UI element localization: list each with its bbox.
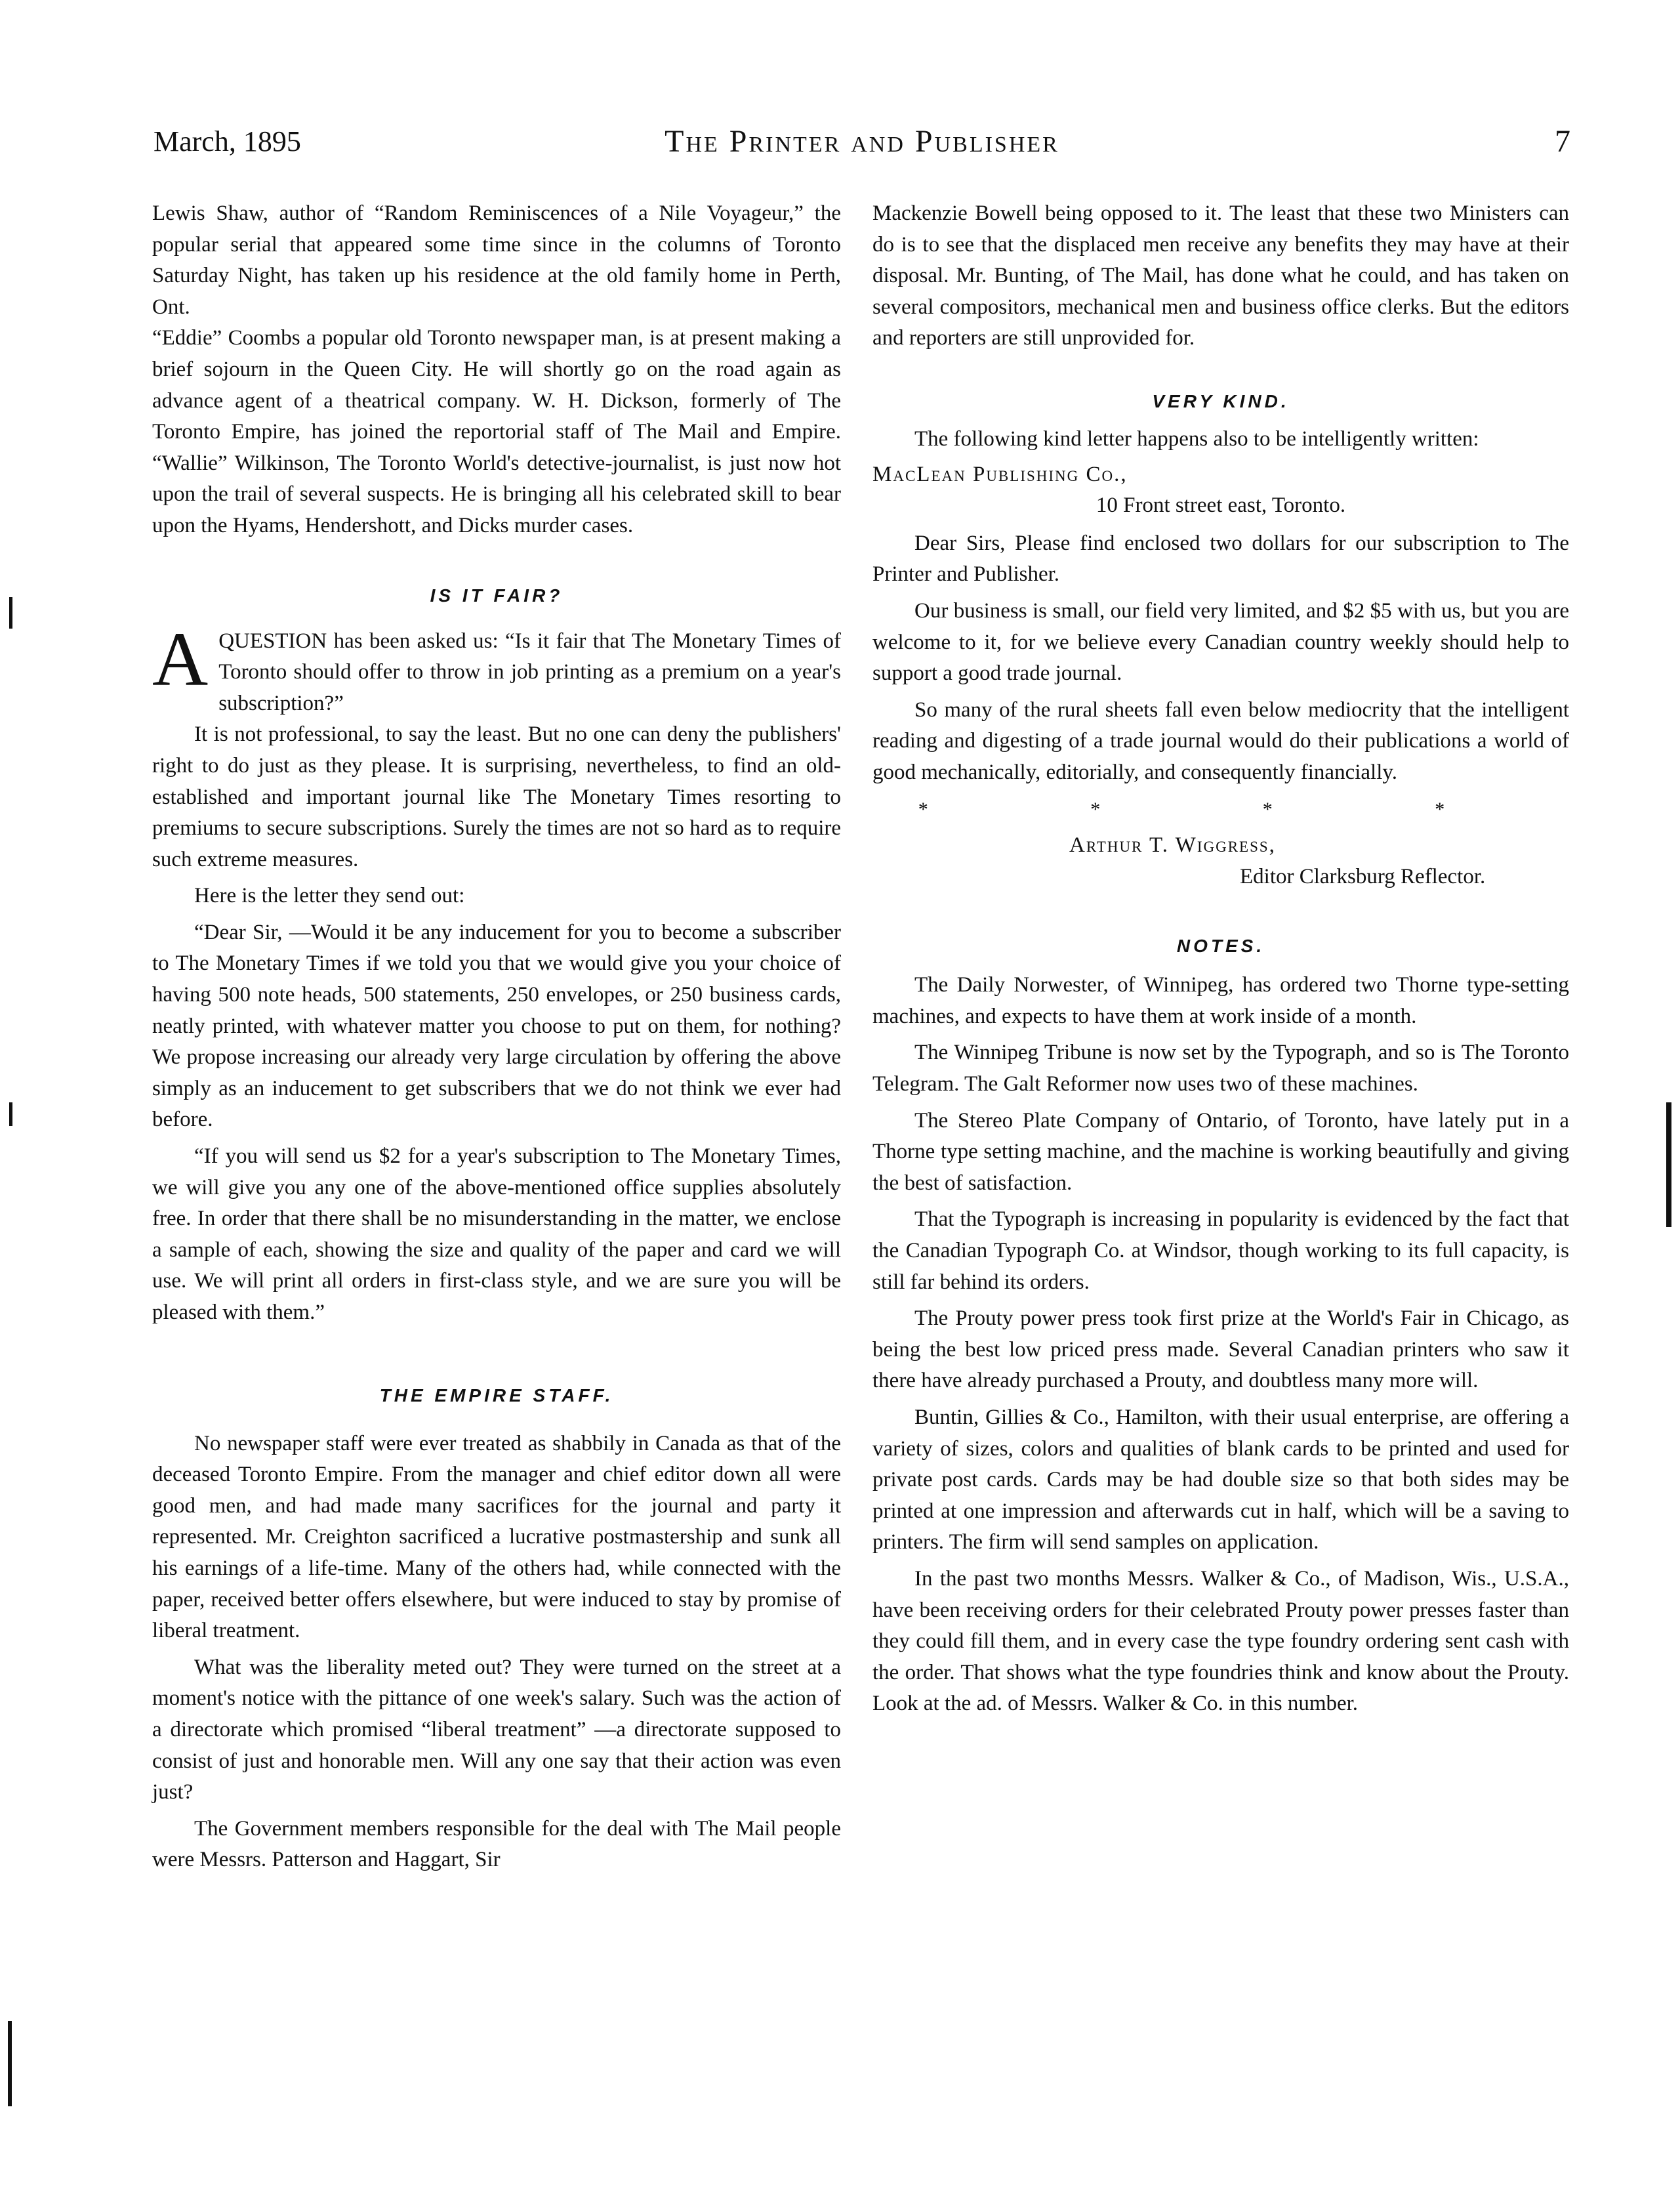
letter-addressee: MacLean Publishing Co., (872, 462, 1128, 486)
drop-cap: A (152, 615, 209, 702)
paragraph-eddie-coombs: “Eddie” Coombs a popular old Toronto newspaper man, is at present making a brief sojourn in the Queen City. He will shortly go on the road again as advance agent of a theatrical company. W. H. Dickson, formerly of The Toronto Empire, has joined the reportorial staff of The Mail and Empire. “Wallie” Wilkinson, The Toronto World's detective-journalist, is just now hot upon the trail of several suspects. He is bringing all his celebrated skill to bear upon the Hyams, Hendershott, and Dicks murder cases. (152, 326, 841, 537)
page-header (154, 122, 1570, 161)
paragraph-lewis-shaw: Lewis Shaw, author of “Random Reminiscences of a Nile Voyageur,” the popular serial that appeared some time since in the columns of Toronto Saturday Night, has taken up his residence at the old family home in Perth, Ont. (152, 201, 841, 319)
scan-mark (8, 2021, 12, 2106)
publication-title: The Printer and Publisher (665, 124, 1059, 159)
paragraph-empire-2: What was the liberality meted out? They were turned on the street at a moment's notice with the pittance of one week's salary. Such was the action of a directorate which promised “liberal treatment” —a directorate supposed to consist of just and honorable men. Will any one say that their action was even just? (152, 1655, 841, 1804)
paragraph-fair-letter-intro: Here is the letter they send out: (194, 884, 465, 908)
paragraph-empire-1: No newspaper staff were ever treated as shabbily in Canada as that of the deceased Toronto Empire. From the manager and chief editor down all were good men, and had made many sacrifices for the journal and party it represented. Mr. Creighton sacrificed a lucrative postmastership and sunk all his earnings of a life-time. Many of the others had, while connected with the paper, received better offers elsewhere, but were induced to stay by promise of liberal treatment. (152, 1431, 841, 1643)
section-stars: * * * * (918, 798, 1524, 820)
right-column (872, 198, 1569, 1720)
paragraph-fair-letter-1: “Dear Sir, —Would it be any inducement for you to become a subscriber to The Monetary Times if we told you that we would give you your choice of having 500 note heads, 500 statements, 250 envelopes, or 250 business cards, neatly printed, with whatever matter you choose to put on them, for nothing? We propose increasing our already very large circulation by offering the above simply as an inducement to get subscribers that we do not think we ever had before. (152, 920, 841, 1132)
paragraph-fair-professional: It is not professional, to say the least. But no one can deny the publishers' right to do just as they please. It is surprising, nevertheless, to find an old-established and important journal like The Monetary Times resorting to premiums to secure subscriptions. Surely the times are not so hard as to require such extreme measures. (152, 722, 841, 871)
heading-notes: NOTES. (1176, 936, 1265, 957)
signature-title: Editor Clarksburg Reflector. (1240, 864, 1486, 888)
scan-mark (1666, 1102, 1671, 1227)
note-typograph: That the Typograph is increasing in popularity is evidenced by the fact that the Canadian Typograph Co. at Windsor, though working to its full capacity, is still far behind its orders. (872, 1207, 1569, 1294)
note-prouty-press: The Prouty power press took first prize at the World's Fair in Chicago, as being the best low priced press made. Several Canadian printers who saw it there have already purchased a Prouty, and doubtless many more will. (872, 1306, 1569, 1393)
scan-mark (9, 597, 12, 629)
note-walker-co: In the past two months Messrs. Walker & Co., of Madison, Wis., U.S.A., have been receiving orders for their celebrated Prouty power presses faster than they could fill them, and in every case the type foundry ordering sent cash with the order. That shows what the type foundries think and know about the Prouty. Look at the ad. of Messrs. Walker & Co. in this number. (872, 1566, 1569, 1716)
paragraph-fair-letter-2: “If you will send us $2 for a year's subscription to The Monetary Times, we will give you any one of the above-mentioned office supplies absolutely free. In order that there shall be no misunderstanding in the matter, we enclose a sample of each, showing the size and quality of the paper and card we will use. We will print all orders in first-class style, and we are sure you will be pleased with them.” (152, 1144, 841, 1324)
issue-date: March, 1895 (154, 125, 301, 157)
paragraph-empire-3: The Government members responsible for the deal with The Mail people were Messrs. Patterson and Haggart, Sir (152, 1816, 841, 1872)
letter-address: 10 Front street east, Toronto. (1096, 493, 1346, 518)
paragraph-fair-question: AQUESTION has been asked us: “Is it fair that The Monetary Times of Toronto should offer to throw in job printing as a premium on a year's subscription?” (152, 615, 841, 715)
paragraph-kind-intro: The following kind letter happens also to be intelligently written: (914, 427, 1479, 451)
paragraph-kind-letter-3: So many of the rural sheets fall even below mediocrity that the intelligent reading and digesting of a trade journal would do their publications a world of good mechanically, editorially, and consequently financially. (872, 698, 1569, 784)
heading-very-kind: VERY KIND. (1152, 390, 1290, 411)
heading-empire-staff: THE EMPIRE STAFF. (379, 1385, 614, 1406)
note-buntin-gillies: Buntin, Gillies & Co., Hamilton, with their usual enterprise, are offering a variety of sizes, colors and qualities of blank cards to be printed and used for private post cards. Cards may be had double size so that both sides may be printed at one impression and afterwards cut in half, which will be a saving to printers. The firm will send samples on application. (872, 1406, 1569, 1554)
paragraph-bowell: Mackenzie Bowell being opposed to it. The least that these two Ministers can do is to see that the displaced men receive any benefits they may have at their disposal. Mr. Bunting, of The Mail, has done what he could, and has taken on several compositors, mechanical men and business office clerks. But the editors and reporters are still unprovided for. (872, 201, 1569, 350)
heading-is-it-fair: IS IT FAIR? (430, 585, 563, 606)
note-stereo-plate: The Stereo Plate Company of Ontario, of Toronto, have lately put in a Thorne type setting machine, and the machine is working beautifully and giving the best of satisfaction. (872, 1108, 1569, 1195)
scan-mark (9, 1102, 12, 1126)
paragraph-kind-letter-2: Our business is small, our field very limited, and $2 $5 with us, but you are welcome to it, for we believe every Canadian country weekly should help to support a good trade journal. (872, 598, 1569, 686)
note-daily-norwester: The Daily Norwester, of Winnipeg, has ordered two Thorne type-setting machines, and expects to have them at work inside of a month. (872, 973, 1569, 1028)
paragraph-kind-letter-1: Dear Sirs, Please find enclosed two dollars for our subscription to The Printer and Publisher. (872, 531, 1569, 587)
note-winnipeg-tribune: The Winnipeg Tribune is now set by the Typograph, and so is The Toronto Telegram. The Galt Reformer now uses two of these machines. (872, 1041, 1569, 1096)
page-number: 7 (1555, 124, 1570, 159)
signature-name: Arthur T. Wiggress, (1069, 833, 1276, 858)
left-column (152, 198, 841, 1876)
